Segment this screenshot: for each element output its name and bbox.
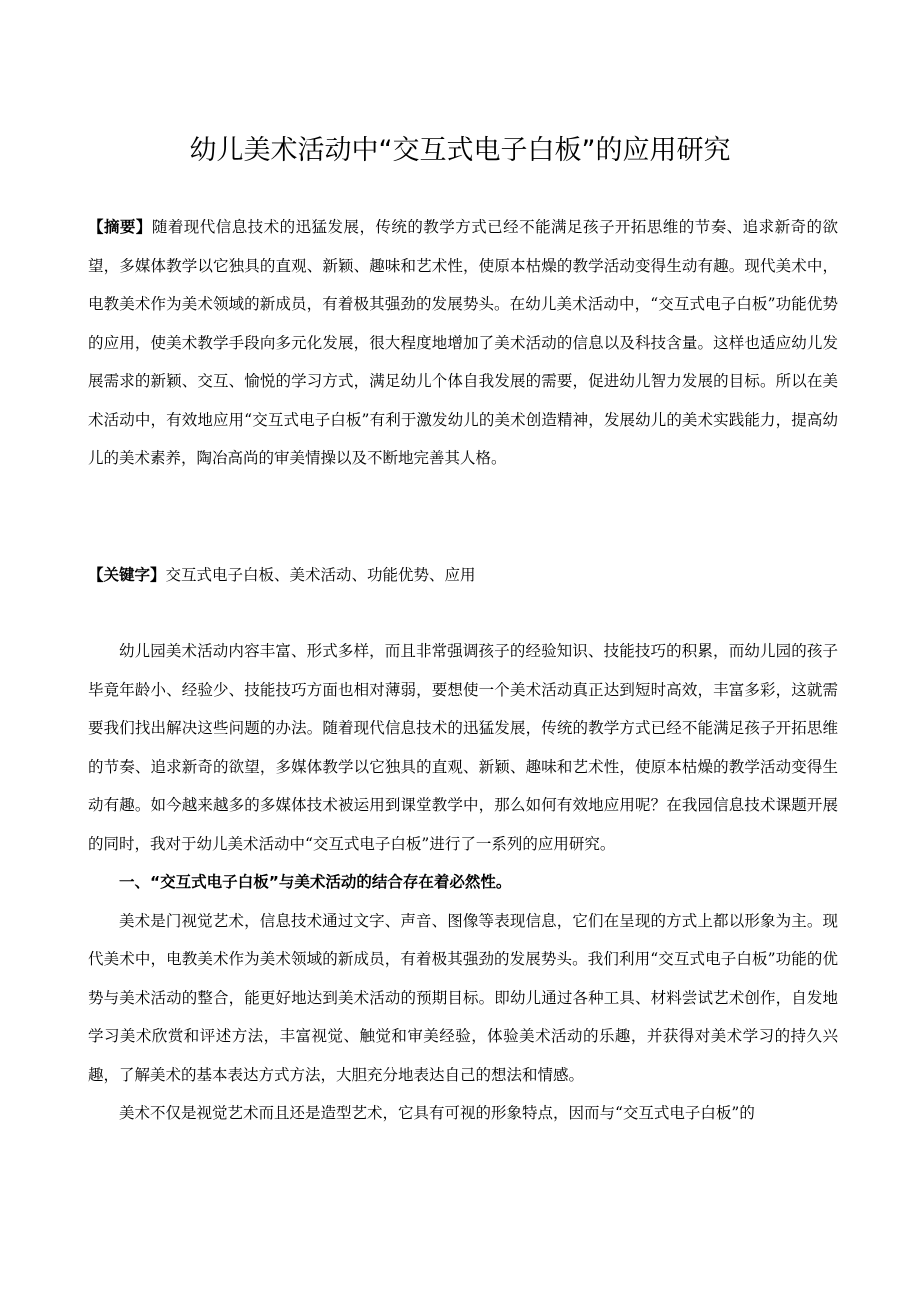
paragraph-art-visual: 美术是门视觉艺术，信息技术通过文字、声音、图像等表现信息，它们在呈现的方式上都以形象为主。现代美术中，电教美术作为美术领域的新成员，有着极其强劲的发展势头。我们利用“交互式电子白板”功能的优势与美术活动的整合，能更好地达到美术活动的预期目标。即幼儿通过各种工具、材料尝试艺术创作，自发地学习美术欣赏和评述方法，丰富视觉、触觉和审美经验，体验美术活动的乐趣，并获得对美术学习的持久兴趣，了解美术的基本表达方式方法，大胆充分地表达自己的想法和情感。 bbox=[88, 911, 838, 1084]
abstract-section bbox=[88, 208, 838, 478]
paragraph-intro: 幼儿园美术活动内容丰富、形式多样，而且非常强调孩子的经验知识、技能技巧的积累，而幼儿园的孩子毕竟年龄小、经验少、技能技巧方面也相对薄弱，要想使一个美术活动真正达到短时高效，丰富多彩，这就需要我们找出解决这些问题的办法。随着现代信息技术的迅猛发展，传统的教学方式已经不能满足孩子开拓思维的节奏、追求新奇的欲望，多媒体教学以它独具的直观、新颖、趣味和艺术性，使原本枯燥的教学活动变得生动有趣。如今越来越多的多媒体技术被运用到课堂教学中，那么如何有效地应用呢？在我园信息技术课题开展的同时，我对于幼儿美术活动中“交互式电子白板”进行了一系列的应用研究。 bbox=[88, 642, 838, 853]
document-title: 幼儿美术活动中“交互式电子白板”的应用研究 bbox=[189, 135, 731, 166]
abstract-text: 随着现代信息技术的迅猛发展，传统的教学方式已经不能满足孩子开拓思维的节奏、追求新奇的欲望，多媒体教学以它独具的直观、新颖、趣味和艺术性，使原本枯燥的教学活动变得生动有趣。现代美术中，电教美术作为美术领域的新成员，有着极其强劲的发展势头。在幼儿美术活动中，“交互式电子白板”功能优势的应用，使美术教学手段向多元化发展，很大程度地增加了美术活动的信息以及科技含量。这样也适应幼儿发展需求的新颖、交互、愉悦的学习方式，满足幼儿个体自我发展的需要，促进幼儿智力发展的目标。所以在美术活动中，有效地应用“交互式电子白板”有利于激发幼儿的美术创造精神，发展幼儿的美术实践能力，提高幼儿的美术素养，陶冶高尚的审美情操以及不断地完善其人格。 bbox=[88, 218, 838, 467]
paragraph-art-modeling: 美术不仅是视觉艺术而且还是造型艺术，它具有可视的形象特点，因而与“交互式电子白板”的 bbox=[119, 1104, 755, 1122]
keywords-section bbox=[88, 556, 838, 595]
keywords-label: 【关键字】 bbox=[88, 566, 166, 584]
abstract-label: 【摘要】 bbox=[88, 218, 152, 236]
body-text bbox=[88, 632, 838, 1133]
section-heading-1: 一、“交互式电子白板”与美术活动的结合存在着必然性。 bbox=[119, 873, 512, 891]
keywords-text: 交互式电子白板、美术活动、功能优势、应用 bbox=[165, 566, 476, 584]
